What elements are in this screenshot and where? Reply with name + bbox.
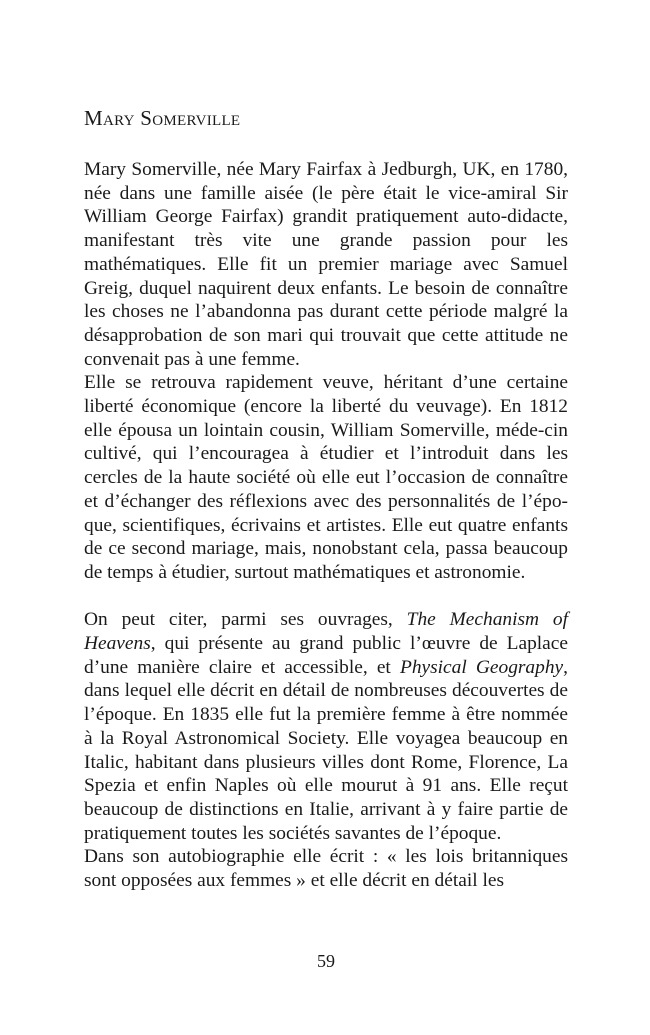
paragraph-3-text: , dans lequel elle décrit en détail de nombreuses découvertes de l’époque. En 1835 elle fut la première femme à être nommée à la Royal Astronomical Society. Elle voyagea beaucoup en Italic, habitant dans plusieurs villes dont Rome, Florence, La Spezia et enfin Naples où elle mourut à 91 ans. Elle reçut beaucoup de distinctions en Italie, arrivant à y faire partie de pratiquement toutes les sociétés savantes de l’époque. bbox=[84, 656, 568, 844]
chapter-title: Mary Somerville bbox=[84, 106, 241, 130]
paragraph-2: Elle se retrouva rapidement veuve, héritant d’une certaine liberté économique (encore la liberté du veuvage). En 1812 elle épousa un lointain cousin, William Somerville, méde-cin cultivé, qui l’encouragea à étudier et l’introduit dans les cercles de la haute société où elle eut l’occasion de connaître et d’échanger des réflexions avec des personnalités de l’épo-que, scientifiques, écrivains et artistes. Elle eut quatre enfants de ce second mariage, mais, nonobstant cela, passa beaucoup de temps à étudier, surtout mathématiques et astronomie. bbox=[84, 372, 568, 583]
book-title-mechanism-of-heavens: The Mechanism of Heavens bbox=[84, 609, 568, 655]
paragraph-3-text: On peut citer, parmi ses ouvrages, bbox=[84, 609, 407, 631]
body-text bbox=[84, 158, 568, 893]
paragraph-4: Dans son autobiographie elle écrit : « les lois britanniques sont opposées aux femmes » et elle décrit en détail les bbox=[84, 846, 568, 892]
book-page bbox=[84, 0, 568, 1035]
page-number: 59 bbox=[317, 951, 335, 971]
paragraph-3-text: , qui présente au grand public l’œuvre de Laplace d’une manière claire et accessible, et bbox=[84, 633, 568, 678]
paragraph-1: Mary Somerville, née Mary Fairfax à Jedburgh, UK, en 1780, née dans une famille aisée (le père était le vice-amiral Sir William George Fairfax) grandit pratiquement auto-didacte, manifestant très vite une grande passion pour les mathématiques. Elle fit un premier mariage avec Samuel Greig, duquel naquirent deux enfants. Le besoin de connaître les choses ne l’abandonna pas durant cette période malgré la désapprobation de son mari qui trouvait que cette attitude ne convenait pas à une femme. bbox=[84, 159, 568, 370]
paragraph-3 bbox=[84, 608, 568, 845]
book-title-physical-geography: Physical Geography bbox=[399, 656, 564, 678]
